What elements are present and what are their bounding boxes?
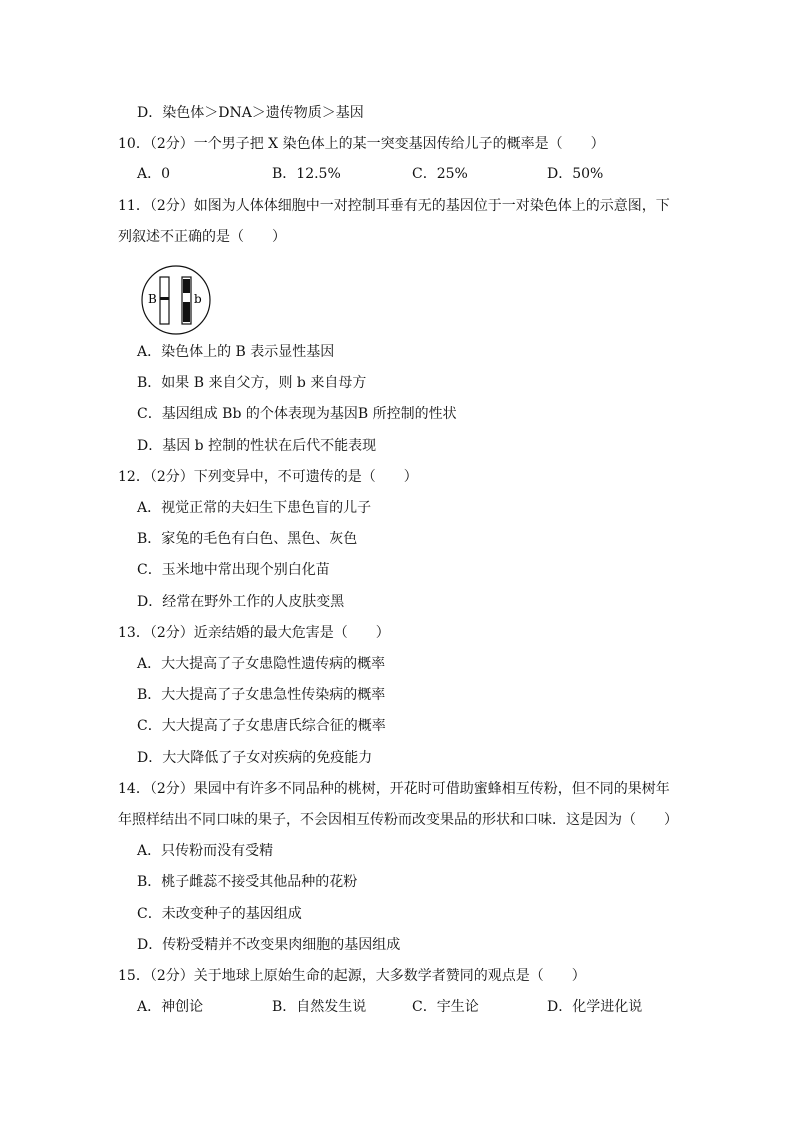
q10-option-d: D．50% bbox=[547, 166, 604, 182]
q11-option-b: B．如果 B 来自父方，则 b 来自母方 bbox=[137, 375, 367, 391]
q11-stem-line1: 11．（2分）如图为人体体细胞中一对控制耳垂有无的基因位于一对染色体上的示意图，下 bbox=[118, 198, 670, 214]
q10-options bbox=[137, 164, 637, 184]
q13-option-c: C．大大提高了子女患唐氏综合征的概率 bbox=[137, 718, 386, 734]
gene-band-b-upper bbox=[160, 297, 169, 300]
q15-option-b: B．自然发生说 bbox=[272, 999, 367, 1015]
q13-option-b: B．大大提高了子女患急性传染病的概率 bbox=[137, 687, 386, 703]
q13-option-a: A．大大提高了子女患隐性遗传病的概率 bbox=[137, 656, 386, 672]
q14-stem-line2: 年照样结出不同口味的果子，不会因相互传粉而改变果品的形状和口味．这是因为（ ） bbox=[118, 812, 678, 828]
q11-option-a: A．染色体上的 B 表示显性基因 bbox=[137, 344, 335, 360]
chromosome-right-dark-top bbox=[183, 279, 190, 293]
q12-option-a: A．视觉正常的夫妇生下患色盲的儿子 bbox=[137, 500, 372, 516]
label-dominant-gene: B bbox=[148, 292, 157, 306]
q12-option-b: B．家兔的毛色有白色、黑色、灰色 bbox=[137, 531, 358, 547]
q10-option-a: A．0 bbox=[137, 166, 171, 182]
chromosome-right-dark-bottom bbox=[183, 302, 190, 322]
q12-option-d: D．经常在野外工作的人皮肤变黑 bbox=[137, 594, 345, 610]
q13-stem: 13．（2分）近亲结婚的最大危害是（ ） bbox=[118, 625, 390, 641]
q15-option-d: D．化学进化说 bbox=[547, 999, 643, 1015]
q14-option-a: A．只传粉而没有受精 bbox=[137, 843, 274, 859]
q11-stem-line2: 列叙述不正确的是（ ） bbox=[118, 229, 286, 245]
q15-stem: 15．（2分）关于地球上原始生命的起源，大多数学者赞同的观点是（ ） bbox=[118, 968, 586, 984]
q14-option-d: D．传粉受精并不改变果肉细胞的基因组成 bbox=[137, 937, 401, 953]
q14-stem-line1: 14．（2分）果园中有许多不同品种的桃树，开花时可借助蜜蜂相互传粉，但不同的果树年 bbox=[118, 781, 670, 797]
q9-option-d: D．染色体＞DNA＞遗传物质＞基因 bbox=[137, 105, 364, 121]
q15-option-a: A．神创论 bbox=[137, 999, 204, 1015]
q14-option-c: C．未改变种子的基因组成 bbox=[137, 906, 302, 922]
q12-stem: 12．（2分）下列变异中，不可遗传的是（ ） bbox=[118, 469, 418, 485]
q11-option-d: D．基因 b 控制的性状在后代不能表现 bbox=[137, 438, 377, 454]
chromosome-left bbox=[160, 277, 169, 324]
label-recessive-gene: b bbox=[194, 292, 202, 306]
q10-option-b: B．12.5% bbox=[272, 166, 341, 182]
q15-option-c: C．宇生论 bbox=[412, 999, 479, 1015]
q11-option-c: C．基因组成 Bb 的个体表现为基因B 所控制的性状 bbox=[137, 406, 457, 422]
q13-option-d: D．大大降低了子女对疾病的免疫能力 bbox=[137, 750, 373, 766]
q15-options bbox=[137, 997, 657, 1017]
q10-stem: 10．（2分）一个男子把 X 染色体上的某一突变基因传给儿子的概率是（ ） bbox=[118, 136, 605, 152]
chromosome-pair-figure bbox=[140, 264, 212, 336]
q10-option-c: C．25% bbox=[412, 166, 468, 182]
q14-option-b: B．桃子雌蕊不接受其他品种的花粉 bbox=[137, 874, 358, 890]
q12-option-c: C．玉米地中常出现个别白化苗 bbox=[137, 562, 330, 578]
